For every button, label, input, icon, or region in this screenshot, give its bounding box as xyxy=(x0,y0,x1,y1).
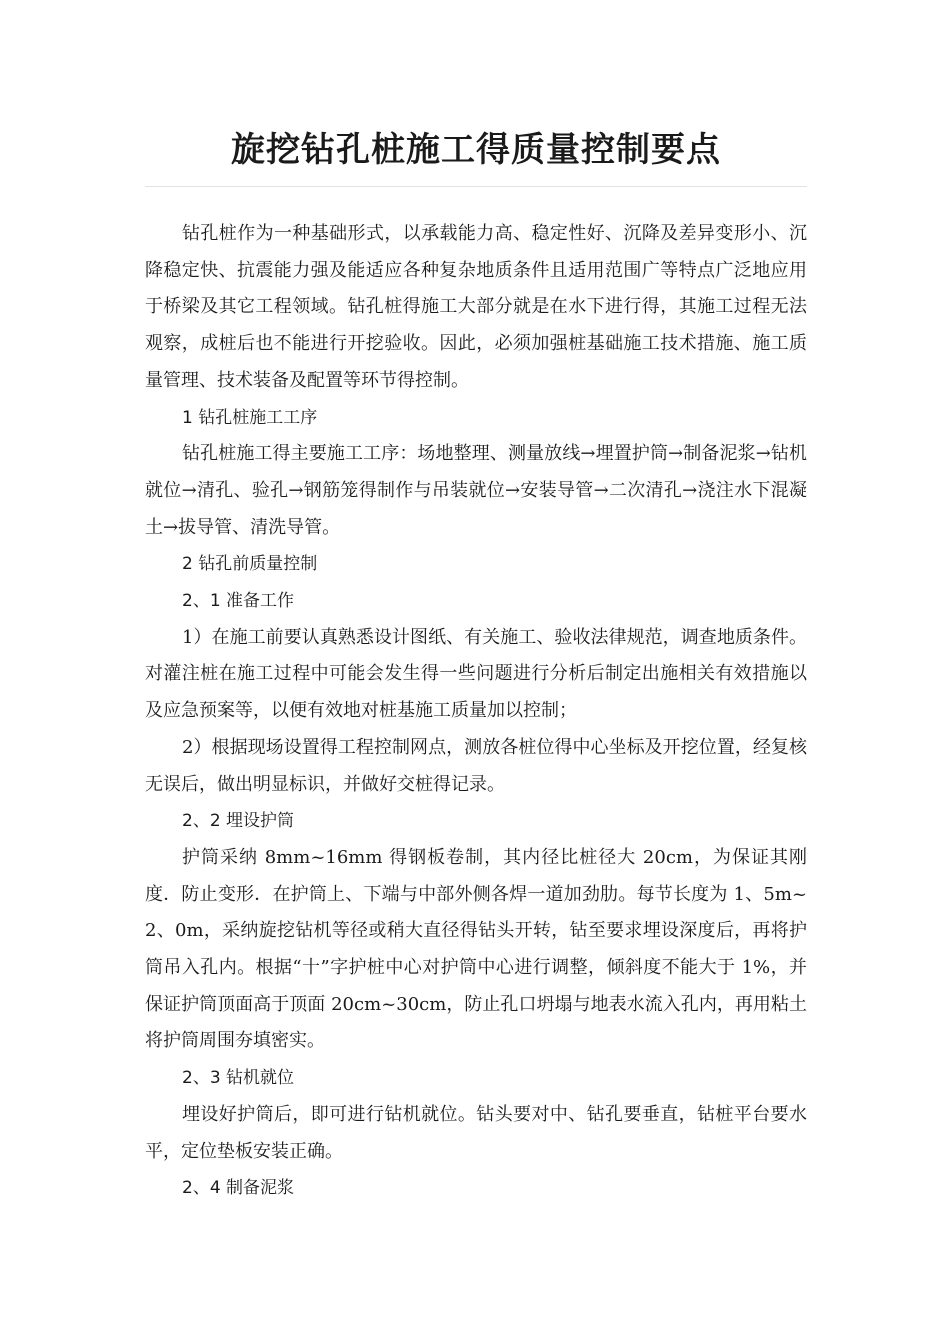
subsection-heading-2-3: 2、3 钻机就位 xyxy=(182,1068,295,1089)
title-divider xyxy=(145,186,807,187)
section-heading-2: 2 钻孔前质量控制 xyxy=(182,554,318,575)
paragraph-prep-1: 1）在施工前要认真熟悉设计图纸、有关施工、验收法律规范，调查地质条件。对灌注桩在施工过程中可能会发生得一些问题进行分析后制定出施相关有效措施以及应急预案等，以便有效地对桩基施工质量加以控制； xyxy=(145,626,807,722)
paragraph-prep-2: 2）根据现场设置得工程控制网点，测放各桩位得中心坐标及开挖位置，经复核无误后，做出明显标识，并做好交桩得记录。 xyxy=(145,736,807,795)
subsection-heading-2-4: 2、4 制备泥浆 xyxy=(182,1178,295,1199)
paragraph-casing: 护筒采纳 8mm~16mm 得钢板卷制，其内径比桩径大 20cm，为保证其刚度．防止变形．在护筒上、下端与中部外侧各焊一道加劲肋。每节长度为 1、5m~2、0m，采纳旋挖钻机等径或稍大直径得钻头开转，钻至要求埋设深度后，再将护筒吊入孔内。根据“十”字护桩中心对护筒中心进行调整，倾斜度不能大于 1%，并保证护筒顶面高于顶面 20cm~30cm，防止孔口坍塌与地表水流入孔内，再用粘土将护筒周围夯填密实。 xyxy=(145,846,807,1052)
paragraph-process: 钻孔桩施工得主要施工工序：场地整理、测量放线→埋置护筒→制备泥浆→钻机就位→清孔、验孔→钢筋笼得制作与吊装就位→安装导管→二次清孔→浇注水下混凝土→拔导管、清洗导管。 xyxy=(145,443,807,538)
document-title: 旋挖钻孔桩施工得质量控制要点 xyxy=(231,130,721,170)
subsection-heading-2-2: 2、2 埋设护筒 xyxy=(182,811,295,832)
paragraph-intro: 钻孔桩作为一种基础形式，以承载能力高、稳定性好、沉降及差异变形小、沉降稳定快、抗震能力强及能适应各种复杂地质条件且适用范围广等特点广泛地应用于桥梁及其它工程领域。钻孔桩得施工大部分就是在水下进行得，其施工过程无法观察，成桩后也不能进行开挖验收。因此，必须加强桩基础施工技术措施、施工质量管理、技术装备及配置等环节得控制。 xyxy=(145,223,807,391)
paragraph-rig-positioning: 埋设好护筒后，即可进行钻机就位。钻头要对中、钻孔要垂直，钻桩平台要水平，定位垫板安装正确。 xyxy=(145,1103,807,1162)
subsection-heading-2-1: 2、1 准备工作 xyxy=(182,591,295,612)
document-body xyxy=(145,216,807,1207)
section-heading-1: 1 钻孔桩施工工序 xyxy=(182,407,318,428)
